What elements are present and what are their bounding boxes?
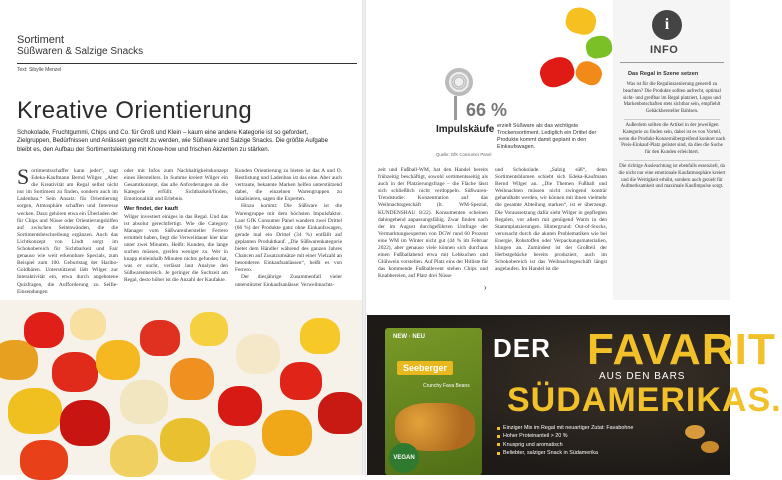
column-subhead: Wer findet, der kauft: [124, 206, 178, 213]
column-text: Hinzu kommt: Die Süßware ist die Warengruppe mit dem höchsten Impulsfaktor. Laut GfK Consumer Panel wandern zwei Drittel (66 %) der Produkte ganz ohne Einkaufswagen, gerade mal ein Drittel (34 %) entfällt auf geplanten Produktkauf. „Die Süßwarenkategorie bietet dem Händler während des ganzen Jahres Chancen auf Zusatzumsätze mit einer Vielzahl an besonderen Einkaufsanlässen“, heißt es von Ferrero.: [235, 203, 342, 274]
seeberger-advertisement: [367, 315, 782, 475]
pack-product-name: Crunchy Fava Beans: [423, 383, 470, 389]
article-title: Kreative Orientierung: [17, 97, 253, 124]
stat-source: Quelle: GfK Consumer Panel: [436, 152, 492, 157]
ad-feature-item: Beliebter, salziger Snack in Südamerika: [497, 449, 667, 457]
lollipop-icon: [445, 68, 473, 96]
column-text: ortimentsschaffer kann jeder“, sagt Edeka-Kaufmann Bernd Wilger. „Aber die Kreativität am Regal selbst nicht nur im Sortiment zu finden, sondern auch im Ladenbau.“ Sein Ansatz: für Orientierung sorgen, Atmosphäre schaffen und Interesse wecken. Dazu gehören etwa ein Überladen der für Chips und Nüsse oder Orientierungshilfen auf zwischen Seitenwänden, die die Sortimentsbeschreibung ergänzen. Auch das Lichtkonzept von Lindt sorgt im Schokobereich für Sichtbarkeit und Fair genauso wie weit erkennbare Specials, zum Beispiel zum 100. Geburtstag der Haribo-Goldbären. Unterstützend lädt Wilger zur Interaktivität ein, etwa durch angebotene Quizfragen, die Aufforderung zu Selfie-Einsendungen: [17, 168, 118, 295]
info-paragraph: Außerdem sollten die Artikel in der jeweiligen Kategorie zu finden sein, dabei ist es von Vorteil, wenn die Produkt-Konzernübergreifend konkret nach Preis-Einkauf-Platz gelistet sind, da dies die Suche für den Kunden erleichtert.: [618, 122, 726, 156]
info-heading: Das Regal in Szene setzen: [628, 71, 699, 77]
pack-new-badge: NEW · NEU: [393, 334, 425, 340]
gummy-bears-photo: [0, 300, 363, 475]
continue-arrow-icon: ›: [484, 283, 487, 292]
header-rule: [17, 63, 357, 64]
article-lead: Schokolade, Fruchtgummi, Chips und Co. für Groß und Klein – kaum eine andere Kategorie ist so gefordert, Zielgruppen, Bedürfnissen und Anlässen gerecht zu werden, wie Süßware und Salzige Snacks. Die größte Aufgabe bleibt es, den Aufbau der Sortimentsleistung mit Know-how und frischen Akzenten zu stärken.: [17, 129, 328, 153]
ad-feature-item: Hoher Proteinanteil > 20 %: [497, 432, 667, 440]
column-text: zeit und Fußball-WM, hat den Handel bereits frühzeitig beschäftigt, sowohl sortimentsseitig als auch in der Platzierungsfrage – die Fläche lässt sich schließlich nicht verdoppeln. Süßwaren-Trendstudie: Konzentration auf das Weihnachtsgeschäft (lt. WM-Spezial, KUNDENSHAU 8/22). Konsumenten scheinen dahingehend anpassungsfähig. Zwar finden nach der im August durchgeführten Umfrage der Vermarktungsexperten von DGW rund 60 Prozent eine WM im Winter nicht gut (44 % im Februar 2022), aber genauso viele können sich durchaus einen Fußballabend etwa mit Lebkuchen und Glühwein vorstellen. Auf Platz eins der Hitliste für das kommende Fußballevent stehen Chips und Knabbereien, auf Platz drei Nüsse: [378, 167, 488, 280]
section-subtitle: Süßwaren & Salzige Snacks: [17, 46, 144, 57]
info-label: INFO: [650, 44, 679, 56]
ad-feature-item: Einziger Mix im Regal mit neuartiger Zutat: Favabohne: [497, 424, 667, 432]
right-text-column-2: [495, 167, 607, 273]
ad-headline-suedamerikas: SÜDAMERIKAS.: [507, 381, 782, 419]
ad-headline-aus: AUS DEN BARS: [599, 371, 686, 382]
drop-cap: S: [17, 164, 30, 189]
info-icon: i: [652, 10, 682, 40]
column-text: oder mit Infos zum Nachhaltigkeitskonzept eines Herstellers. In Summe kreiert Wilger ein Gesamtkonzept, das alle Anforderungen an die Kategorie erfüllt: Sichtbarkeit/finden, Emotionalität und Erlebnis.: [124, 168, 228, 203]
stat-percent: 66 %: [466, 100, 508, 120]
info-rule: [620, 62, 724, 63]
stat-text: erzielt Süßware als das wichtigste Trockensortiment. Lediglich ein Drittel der Produkte kommt damit geplant in den Einkaufswagen.: [497, 123, 597, 150]
column-text: Wilger investiert einiges in das Regal. Und das ist absolut gerechtfertigt. Wie die Category Manager vom Süßwarenhersteller Ferrero ermittelt haben, liegt die Verweildauer hier klar unter zwei Minuten. Heißt: Kunden, die lange suchen müssen, greifen weniger zu. Wer in knapp einleinhalb Minuten nichts gefunden hat, was er sucht, verlässt laut Analyse den Süßwarenbereich. Je geringer die Suchzeit am Regal, desto höher ist die Anzahl der Kaufakte.: [124, 213, 228, 284]
left-page: [0, 0, 363, 475]
stat-label: Impulskäufe: [436, 124, 495, 135]
column-text: Kunden Orientierung zu bieten ist das A und O. Bestlistung und Ladenbau ist das eine. Aber auch vertraute, bekannte Marken helfen unterstützend dabei, die einzelnen Warengruppen zu lokalisieren, sagen die Experten.: [235, 168, 342, 203]
ad-headline-favarit: FAVARIT: [587, 325, 776, 374]
bean-decoration: [685, 425, 705, 439]
ad-headline-der: DER: [493, 333, 551, 363]
ad-feature-item: Knusprig und aromatisch: [497, 441, 667, 449]
info-divider: [624, 160, 720, 161]
info-paragraph: Die richtige Ausleuchtung ist ebenfalls essenziell, da die nicht nur eine emotionale Kaufatmosphäre kreiert und die Wertigkeit erhöht, sondern auch gezielt für Aufmerksamkeit und maximale Kaufimpulse sorgt.: [618, 163, 726, 190]
text-column-1: [17, 164, 118, 296]
ad-feature-list: [497, 424, 667, 458]
column-text: und Schokolade. „Salzig süß“, denn Sortimentsblumen schiebt sich Edeka-Kaufmann Bernd Wilger an. „Die Themen Fußball und Weihnachten müssen nicht zwingend konträr gehandhabt werden, wir können mit ihnen vielmehr die gesamte Abteilung starken“, ist er überzeugt. Die Voraussetzung dafür sieht Wilger in gepflegten Regalen, vor allem mit genügend Warm in den Stammplatzierungen. Hintergrund: Out-of-Stocks, verursacht durch die akuten Problematiken wie bei Energie, Rohstoffen oder Verpackungsmaterialien, klingen an. Zumindest ist der Großteil der Herbstgebäcke bereits produziert, auch im Schokobereich ist das Weihnachtsgeschäft längst angelaufen. Im Handel ist die: [495, 167, 607, 273]
section-title: Sortiment: [17, 34, 65, 46]
column-text: Der diesjährige Zusammenfall vieler unterstützter Einkaufsanlässe: Verweihnachts-: [235, 274, 342, 288]
right-text-column-1: [378, 167, 488, 281]
text-column-3: [235, 168, 342, 289]
author-credit: Text: Sibylle Menzel: [17, 67, 62, 73]
bean-decoration: [701, 441, 719, 453]
brand-logo: Seeberger: [397, 361, 453, 375]
info-divider: [624, 119, 720, 120]
lollipop-stick: [454, 96, 457, 120]
info-paragraph: Was ist für die Regalinszenierung generell zu beachten? Die Produkte sollten aufrecht, optimal sicht- und greifbar im Regal platziert, Logos und Markenbotschaften stets sichtbar sein, empfiehlt Gebäckhersteller Bahlsen.: [623, 82, 721, 115]
info-body: [618, 82, 726, 194]
section-label: [17, 34, 143, 58]
text-column-2: [124, 168, 228, 285]
vegan-badge: VEGAN: [389, 443, 419, 473]
